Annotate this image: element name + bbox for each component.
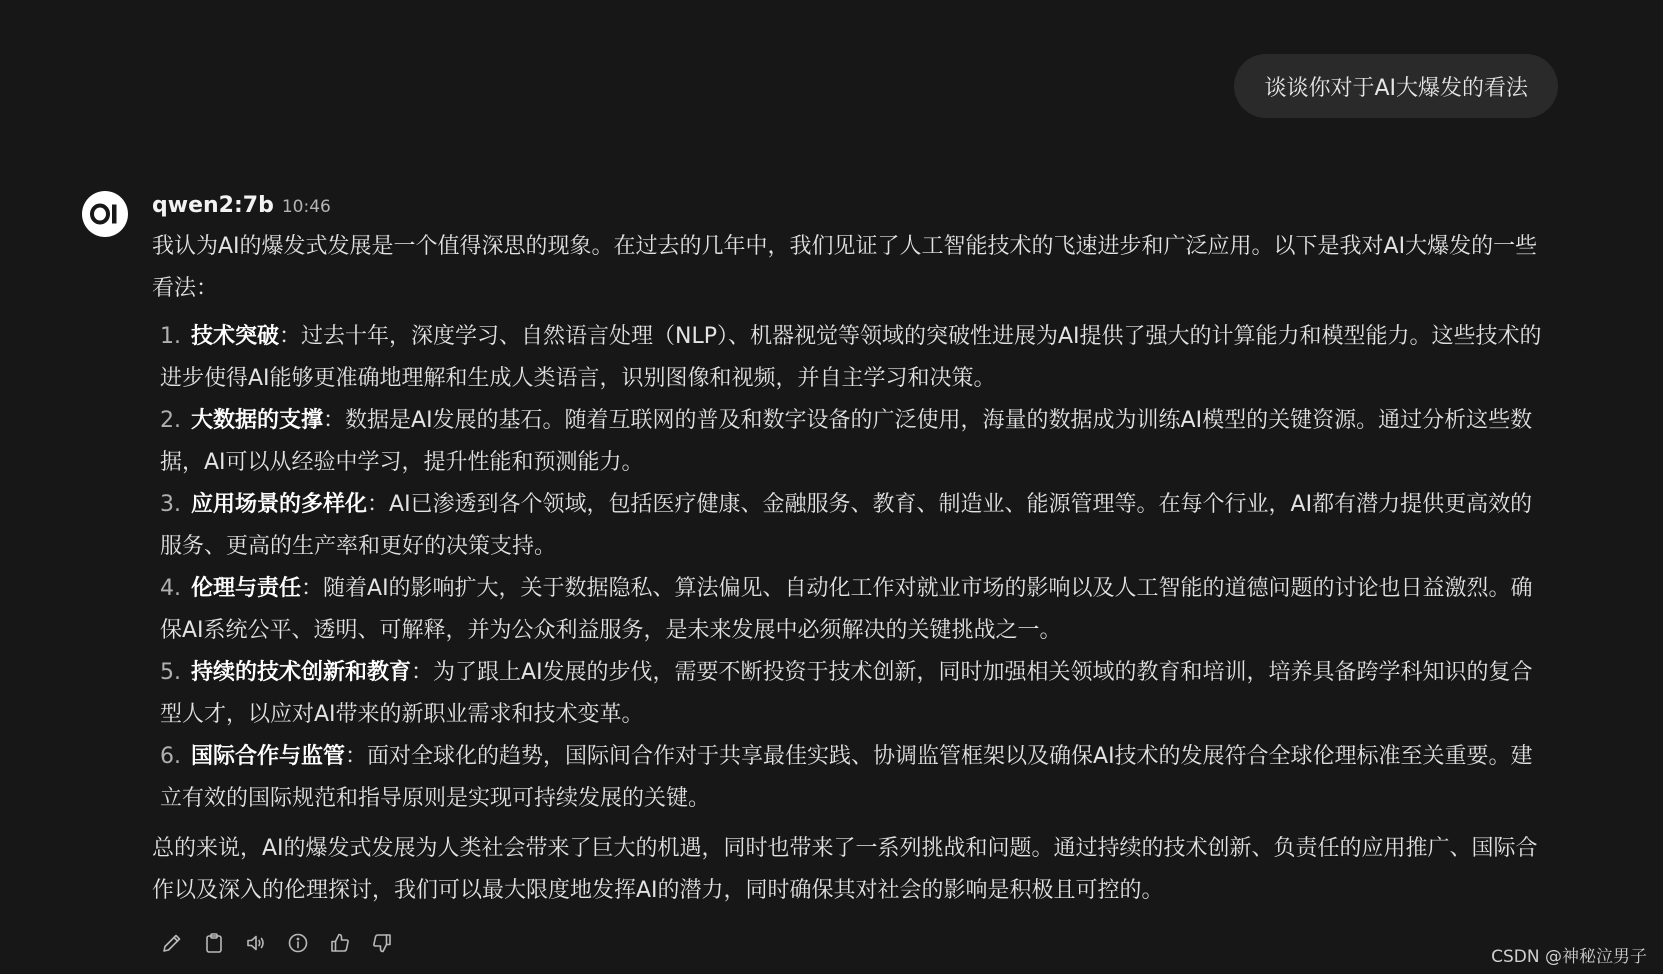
list-term: 国际合作与监管: [191, 744, 346, 769]
list-term: 应用场景的多样化: [191, 492, 368, 517]
info-icon: [286, 931, 310, 955]
thumbs-down-icon: [370, 931, 394, 955]
edit-button[interactable]: [158, 929, 186, 957]
list-item: [152, 736, 1547, 820]
list-number: 2.: [160, 408, 181, 433]
dislike-button[interactable]: [368, 929, 396, 957]
info-button[interactable]: [284, 929, 312, 957]
list-term: 持续的技术创新和教育: [191, 660, 412, 685]
thumbs-up-icon: [328, 931, 352, 955]
list-item: [152, 568, 1547, 652]
message-timestamp: 10:46: [281, 197, 331, 217]
message-actions: [158, 928, 410, 958]
read-aloud-button[interactable]: [242, 929, 270, 957]
message-intro: 我认为AI的爆发式发展是一个值得深思的现象。在过去的几年中，我们见证了人工智能技术的飞速进步和广泛应用。以下是我对AI大爆发的一些看法：: [152, 234, 1538, 301]
list-text: ：数据是AI发展的基石。随着互联网的普及和数字设备的广泛使用，海量的数据成为训练AI模型的关键资源。通过分析这些数据，AI可以从经验中学习，提升性能和预测能力。: [160, 408, 1533, 475]
list-term: 伦理与责任: [191, 576, 302, 601]
list-text: ：AI已渗透到各个领域，包括医疗健康、金融服务、教育、制造业、能源管理等。在每个行业，AI都有潜力提供更高效的服务、更高的生产率和更好的决策支持。: [160, 492, 1533, 559]
list-item: [152, 484, 1547, 568]
copy-icon: [202, 931, 226, 955]
list-item: [152, 400, 1547, 484]
model-avatar: [82, 191, 128, 237]
list-number: 5.: [160, 660, 181, 685]
points-list: [152, 316, 1547, 820]
list-text: ：为了跟上AI发展的步伐，需要不断投资于技术创新，同时加强相关领域的教育和培训，培养具备跨学科知识的复合型人才，以应对AI带来的新职业需求和技术变革。: [160, 660, 1533, 727]
assistant-message: [152, 226, 1547, 912]
message-header: [152, 193, 331, 223]
list-term: 技术突破: [191, 324, 280, 349]
list-text: ：面对全球化的趋势，国际间合作对于共享最佳实践、协调监管框架以及确保AI技术的发展符合全球伦理标准至关重要。建立有效的国际规范和指导原则是实现可持续发展的关键。: [160, 744, 1533, 811]
list-item: [152, 652, 1547, 736]
speaker-icon: [244, 931, 268, 955]
open-webui-logo-icon: [82, 191, 128, 237]
list-number: 4.: [160, 576, 181, 601]
user-message-bubble: 谈谈你对于AI大爆发的看法: [1234, 54, 1558, 118]
like-button[interactable]: [326, 929, 354, 957]
copy-button[interactable]: [200, 929, 228, 957]
list-item: [152, 316, 1547, 400]
list-term: 大数据的支撑: [191, 408, 324, 433]
list-number: 6.: [160, 744, 181, 769]
model-name: qwen2:7b: [152, 193, 274, 218]
edit-icon: [160, 931, 184, 955]
message-summary: 总的来说，AI的爆发式发展为人类社会带来了巨大的机遇，同时也带来了一系列挑战和问题。通过持续的技术创新、负责任的应用推广、国际合作以及深入的伦理探讨，我们可以最大限度地发挥AI的潜力，同时确保其对社会的影响是积极且可控的。: [152, 836, 1538, 903]
list-text: ：随着AI的影响扩大，关于数据隐私、算法偏见、自动化工作对就业市场的影响以及人工智能的道德问题的讨论也日益激烈。确保AI系统公平、透明、可解释，并为公众利益服务，是未来发展中必须解决的关键挑战之一。: [160, 576, 1533, 643]
list-text: ：过去十年，深度学习、自然语言处理（NLP）、机器视觉等领域的突破性进展为AI提供了强大的计算能力和模型能力。这些技术的进步使得AI能够更准确地理解和生成人类语言，识别图像和视频，并自主学习和决策。: [160, 324, 1542, 391]
list-number: 3.: [160, 492, 181, 517]
list-number: 1.: [160, 324, 181, 349]
watermark: CSDN @神秘泣男子: [1491, 947, 1647, 967]
